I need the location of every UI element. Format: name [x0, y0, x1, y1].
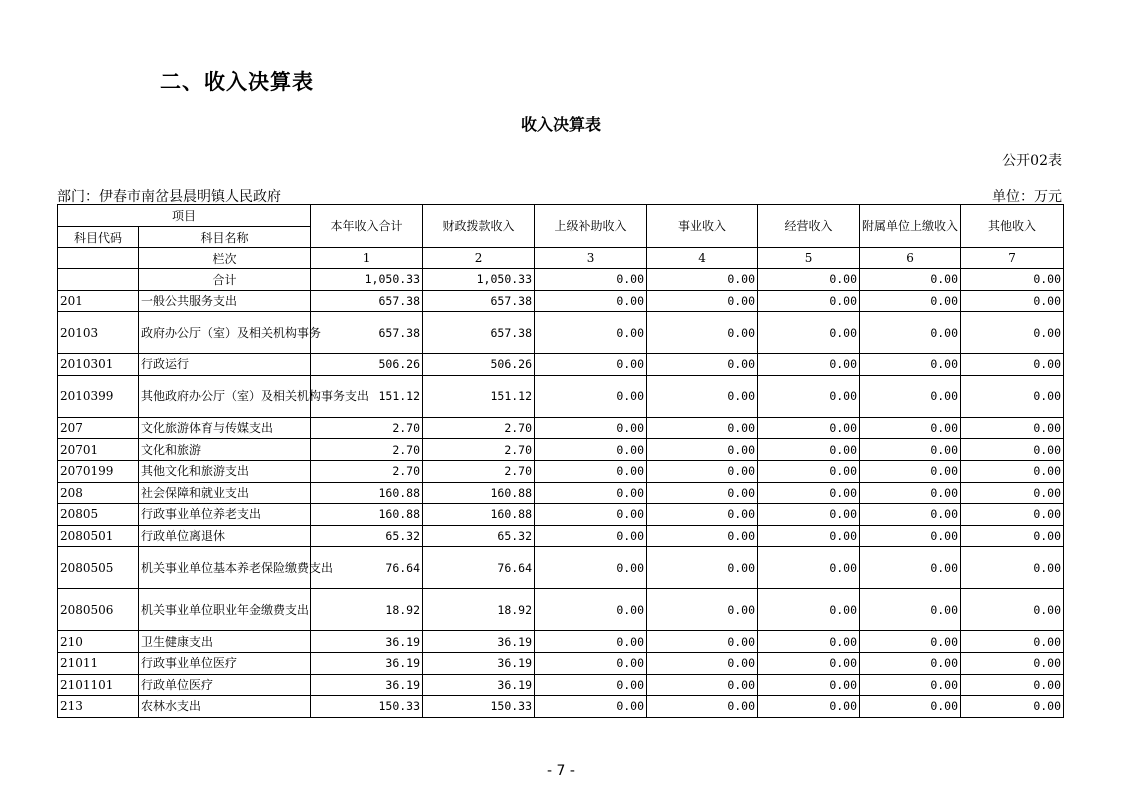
value-cell: 0.00: [961, 589, 1064, 631]
header-col-4: 事业收入: [647, 205, 758, 248]
value-cell: 0.00: [860, 312, 961, 354]
header-subject-name: 科目名称: [139, 227, 311, 248]
total-cell: 1,050.33: [311, 269, 423, 291]
table-row: [58, 696, 1064, 718]
subject-name: 政府办公厅（室）及相关机构事务: [139, 312, 311, 354]
table-row: [58, 460, 1064, 482]
table-row: [58, 439, 1064, 461]
value-cell: 65.32: [423, 525, 535, 547]
value-cell: 0.00: [535, 674, 647, 696]
column-number: 4: [647, 248, 758, 269]
value-cell: 506.26: [423, 354, 535, 376]
value-cell: 150.33: [423, 696, 535, 718]
table-row: [58, 290, 1064, 312]
value-cell: 0.00: [647, 417, 758, 439]
value-cell: 0.00: [647, 354, 758, 376]
value-cell: 36.19: [423, 631, 535, 653]
table-row: [58, 417, 1064, 439]
table-row: [58, 631, 1064, 653]
value-cell: 0.00: [758, 439, 860, 461]
value-cell: 657.38: [311, 290, 423, 312]
value-cell: 36.19: [311, 674, 423, 696]
header-col-2: 财政拨款收入: [423, 205, 535, 248]
unit-label: 单位：万元: [992, 189, 1062, 205]
value-cell: 0.00: [647, 375, 758, 417]
subject-code: 20103: [58, 312, 139, 354]
value-cell: 0.00: [535, 631, 647, 653]
value-cell: 0.00: [647, 674, 758, 696]
total-cell: 0.00: [647, 269, 758, 291]
value-cell: 18.92: [311, 589, 423, 631]
department-label: 部门：伊春市南岔县晨明镇人民政府: [57, 189, 281, 205]
subject-name: 机关事业单位基本养老保险缴费支出: [139, 547, 311, 589]
value-cell: 2.70: [423, 460, 535, 482]
value-cell: 0.00: [535, 482, 647, 504]
value-cell: 0.00: [860, 439, 961, 461]
value-cell: 160.88: [311, 504, 423, 526]
value-cell: 0.00: [758, 525, 860, 547]
subject-name: 农林水支出: [139, 696, 311, 718]
value-cell: 2.70: [423, 417, 535, 439]
value-cell: 0.00: [758, 631, 860, 653]
column-number: 5: [758, 248, 860, 269]
value-cell: 0.00: [961, 631, 1064, 653]
value-cell: 0.00: [860, 547, 961, 589]
subject-name: 机关事业单位职业年金缴费支出: [139, 589, 311, 631]
subject-code: 201: [58, 290, 139, 312]
value-cell: 0.00: [535, 375, 647, 417]
value-cell: 0.00: [758, 460, 860, 482]
value-cell: 657.38: [311, 312, 423, 354]
value-cell: 0.00: [535, 290, 647, 312]
value-cell: 0.00: [860, 482, 961, 504]
value-cell: 0.00: [961, 547, 1064, 589]
value-cell: 2.70: [311, 417, 423, 439]
total-cell: 0.00: [961, 269, 1064, 291]
value-cell: 0.00: [647, 312, 758, 354]
value-cell: 150.33: [311, 696, 423, 718]
header-col-6: 附属单位上缴收入: [860, 205, 961, 248]
subject-code: 2080505: [58, 547, 139, 589]
value-cell: 0.00: [535, 312, 647, 354]
value-cell: 0.00: [535, 417, 647, 439]
table-row: [58, 547, 1064, 589]
table-code: 公开02表: [1002, 153, 1062, 169]
value-cell: 0.00: [647, 631, 758, 653]
value-cell: 0.00: [535, 460, 647, 482]
subject-code: 210: [58, 631, 139, 653]
value-cell: 0.00: [758, 696, 860, 718]
value-cell: 0.00: [647, 482, 758, 504]
value-cell: 151.12: [311, 375, 423, 417]
value-cell: 0.00: [860, 504, 961, 526]
header-item: 项目: [58, 205, 311, 227]
subject-code: 2010399: [58, 375, 139, 417]
header-col-1: 本年收入合计: [311, 205, 423, 248]
subject-name: 行政单位医疗: [139, 674, 311, 696]
table-title: 收入决算表: [520, 115, 601, 134]
total-cell: 0.00: [860, 269, 961, 291]
subject-name: 行政事业单位医疗: [139, 652, 311, 674]
value-cell: 0.00: [961, 312, 1064, 354]
subject-name: 行政事业单位养老支出: [139, 504, 311, 526]
value-cell: 65.32: [311, 525, 423, 547]
subject-code: 2101101: [58, 674, 139, 696]
subject-name: 文化和旅游: [139, 439, 311, 461]
value-cell: 0.00: [647, 547, 758, 589]
subject-code: 2080501: [58, 525, 139, 547]
value-cell: 151.12: [423, 375, 535, 417]
value-cell: 0.00: [860, 417, 961, 439]
value-cell: 657.38: [423, 312, 535, 354]
value-cell: 0.00: [535, 504, 647, 526]
value-cell: 0.00: [860, 290, 961, 312]
subject-code: 208: [58, 482, 139, 504]
subject-name: 其他文化和旅游支出: [139, 460, 311, 482]
value-cell: 0.00: [961, 674, 1064, 696]
total-label: 合计: [139, 269, 311, 291]
subject-code: 2070199: [58, 460, 139, 482]
column-number: 1: [311, 248, 423, 269]
value-cell: 0.00: [647, 460, 758, 482]
header-col-3: 上级补助收入: [535, 205, 647, 248]
value-cell: 0.00: [647, 525, 758, 547]
value-cell: 0.00: [961, 417, 1064, 439]
value-cell: 0.00: [758, 290, 860, 312]
value-cell: 0.00: [758, 312, 860, 354]
value-cell: 2.70: [311, 439, 423, 461]
value-cell: 0.00: [860, 652, 961, 674]
subject-name: 卫生健康支出: [139, 631, 311, 653]
table-row: [58, 354, 1064, 376]
value-cell: 2.70: [311, 460, 423, 482]
value-cell: 0.00: [961, 696, 1064, 718]
value-cell: 0.00: [961, 439, 1064, 461]
table-row: [58, 482, 1064, 504]
value-cell: 0.00: [961, 354, 1064, 376]
value-cell: 0.00: [860, 460, 961, 482]
section-title: 二、收入决算表: [160, 70, 314, 94]
value-cell: 0.00: [647, 504, 758, 526]
value-cell: 160.88: [423, 504, 535, 526]
total-row: [58, 269, 1064, 291]
value-cell: 657.38: [423, 290, 535, 312]
header-col-5: 经营收入: [758, 205, 860, 248]
value-cell: 2.70: [423, 439, 535, 461]
value-cell: 160.88: [311, 482, 423, 504]
value-cell: 506.26: [311, 354, 423, 376]
value-cell: 0.00: [860, 375, 961, 417]
value-cell: 0.00: [860, 631, 961, 653]
subject-code: 213: [58, 696, 139, 718]
value-cell: 76.64: [423, 547, 535, 589]
value-cell: 0.00: [961, 290, 1064, 312]
value-cell: 0.00: [758, 504, 860, 526]
table-row: [58, 375, 1064, 417]
value-cell: 0.00: [961, 525, 1064, 547]
value-cell: 36.19: [423, 674, 535, 696]
value-cell: 0.00: [961, 504, 1064, 526]
value-cell: 36.19: [311, 652, 423, 674]
subject-name: 一般公共服务支出: [139, 290, 311, 312]
subject-name: 行政运行: [139, 354, 311, 376]
column-number: 3: [535, 248, 647, 269]
value-cell: 76.64: [311, 547, 423, 589]
value-cell: 0.00: [961, 652, 1064, 674]
subject-name: 社会保障和就业支出: [139, 482, 311, 504]
header-subject-code: 科目代码: [58, 227, 139, 248]
subject-code: 20805: [58, 504, 139, 526]
column-number: 2: [423, 248, 535, 269]
page-number: - 7 -: [547, 763, 575, 779]
value-cell: 0.00: [535, 589, 647, 631]
subject-code: 207: [58, 417, 139, 439]
value-cell: 0.00: [758, 482, 860, 504]
table-row: [58, 674, 1064, 696]
table-row: [58, 652, 1064, 674]
value-cell: 0.00: [535, 439, 647, 461]
total-cell: 0.00: [758, 269, 860, 291]
total-cell: 0.00: [535, 269, 647, 291]
value-cell: 160.88: [423, 482, 535, 504]
total-cell: 1,050.33: [423, 269, 535, 291]
value-cell: 0.00: [860, 674, 961, 696]
header-col-7: 其他收入: [961, 205, 1064, 248]
table-row: [58, 525, 1064, 547]
value-cell: 0.00: [961, 482, 1064, 504]
value-cell: 0.00: [535, 696, 647, 718]
value-cell: 0.00: [535, 652, 647, 674]
value-cell: 0.00: [647, 652, 758, 674]
subject-code: 2010301: [58, 354, 139, 376]
value-cell: 18.92: [423, 589, 535, 631]
value-cell: 0.00: [647, 696, 758, 718]
subject-name: 行政单位离退休: [139, 525, 311, 547]
value-cell: 0.00: [758, 547, 860, 589]
subject-code: 2080506: [58, 589, 139, 631]
value-cell: 0.00: [758, 674, 860, 696]
subject-name: 文化旅游体育与传媒支出: [139, 417, 311, 439]
subject-name: 其他政府办公厅（室）及相关机构事务支出: [139, 375, 311, 417]
table-row: [58, 312, 1064, 354]
value-cell: 36.19: [311, 631, 423, 653]
value-cell: 0.00: [758, 589, 860, 631]
value-cell: 0.00: [758, 375, 860, 417]
table-row: [58, 504, 1064, 526]
value-cell: 0.00: [647, 439, 758, 461]
income-table: [57, 204, 1064, 718]
table-row: [58, 589, 1064, 631]
subject-code: 20701: [58, 439, 139, 461]
column-number: 6: [860, 248, 961, 269]
value-cell: 0.00: [647, 589, 758, 631]
value-cell: 0.00: [535, 354, 647, 376]
column-index-label: 栏次: [139, 248, 311, 269]
value-cell: 0.00: [535, 525, 647, 547]
column-number: 7: [961, 248, 1064, 269]
value-cell: 0.00: [535, 547, 647, 589]
value-cell: 0.00: [647, 290, 758, 312]
value-cell: 0.00: [758, 652, 860, 674]
value-cell: 0.00: [758, 417, 860, 439]
value-cell: 0.00: [961, 460, 1064, 482]
value-cell: 0.00: [758, 354, 860, 376]
value-cell: 0.00: [860, 696, 961, 718]
value-cell: 0.00: [961, 375, 1064, 417]
value-cell: 0.00: [860, 589, 961, 631]
value-cell: 0.00: [860, 525, 961, 547]
value-cell: 36.19: [423, 652, 535, 674]
subject-code: 21011: [58, 652, 139, 674]
value-cell: 0.00: [860, 354, 961, 376]
